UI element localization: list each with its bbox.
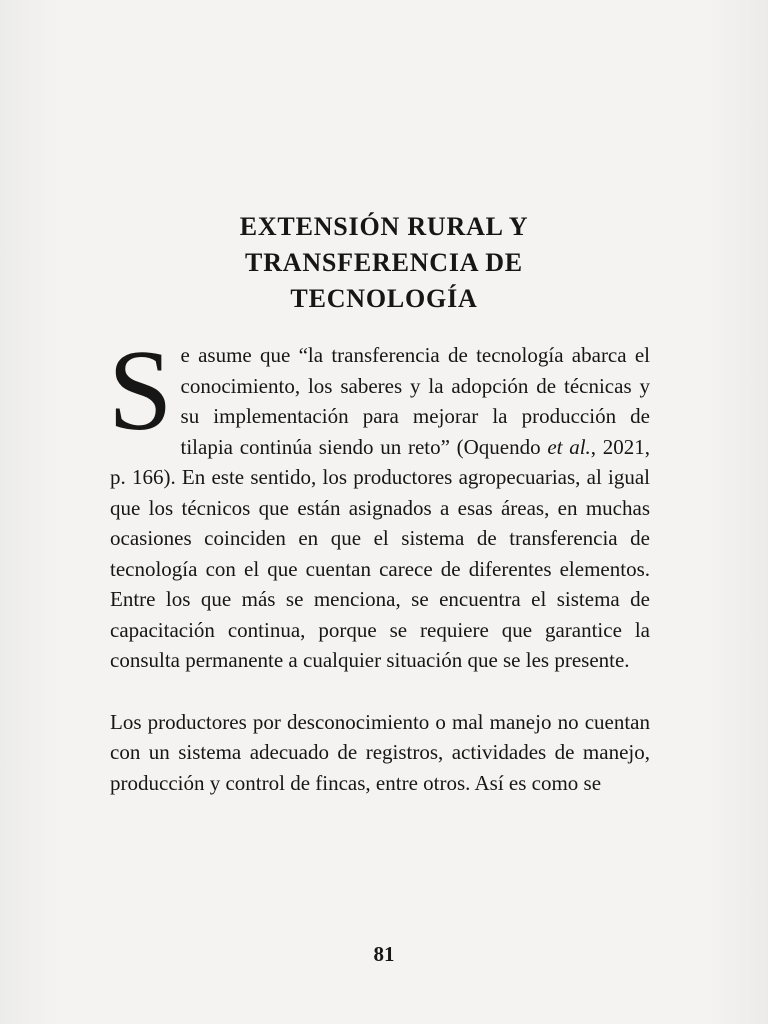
- chapter-title-line-1: EXTENSIÓN RURAL Y: [239, 212, 529, 241]
- chapter-title: [110, 209, 658, 317]
- page-edge-shadow-left: [0, 0, 60, 1024]
- paragraph-1: [108, 327, 650, 676]
- page-edge-shadow-right: [708, 0, 768, 1024]
- paragraph-1-text-after-citation: , 2021, p. 166). En este sentido, los productores agropecuarias, al igual que los técnicos que están asignados a esas áreas, en muchas ocasiones coinciden en que el sistema de transferencia de tecnología con el que cuentan carece de diferentes elementos. Entre los que más se menciona, se encuentra el sistema de capacitación continua, porque se requiere que garantice la consulta permanente a cualquier situación que se les presente.: [110, 434, 650, 672]
- citation-et-al: et al.: [547, 434, 591, 459]
- body-text: [108, 327, 650, 798]
- paragraph-2: Los productores por desconocimiento o mal manejo no cuentan con un sistema adecuado de registros, actividades de manejo, producción y control de fincas, entre otros. Así es como se: [110, 709, 650, 795]
- chapter-title-line-3: TECNOLOGÍA: [290, 284, 478, 313]
- drop-cap: S: [108, 327, 173, 455]
- chapter-title-line-2: TRANSFERENCIA DE: [245, 248, 523, 277]
- paragraph-1-text-before-citation: e asume que “la transferencia de tecnología abarca el conocimiento, los saberes y la adopción de técnicas y su implementación para mejorar la producción de tilapia continúa siendo un reto” (Oquendo: [180, 343, 650, 459]
- page-number: 81: [373, 942, 395, 966]
